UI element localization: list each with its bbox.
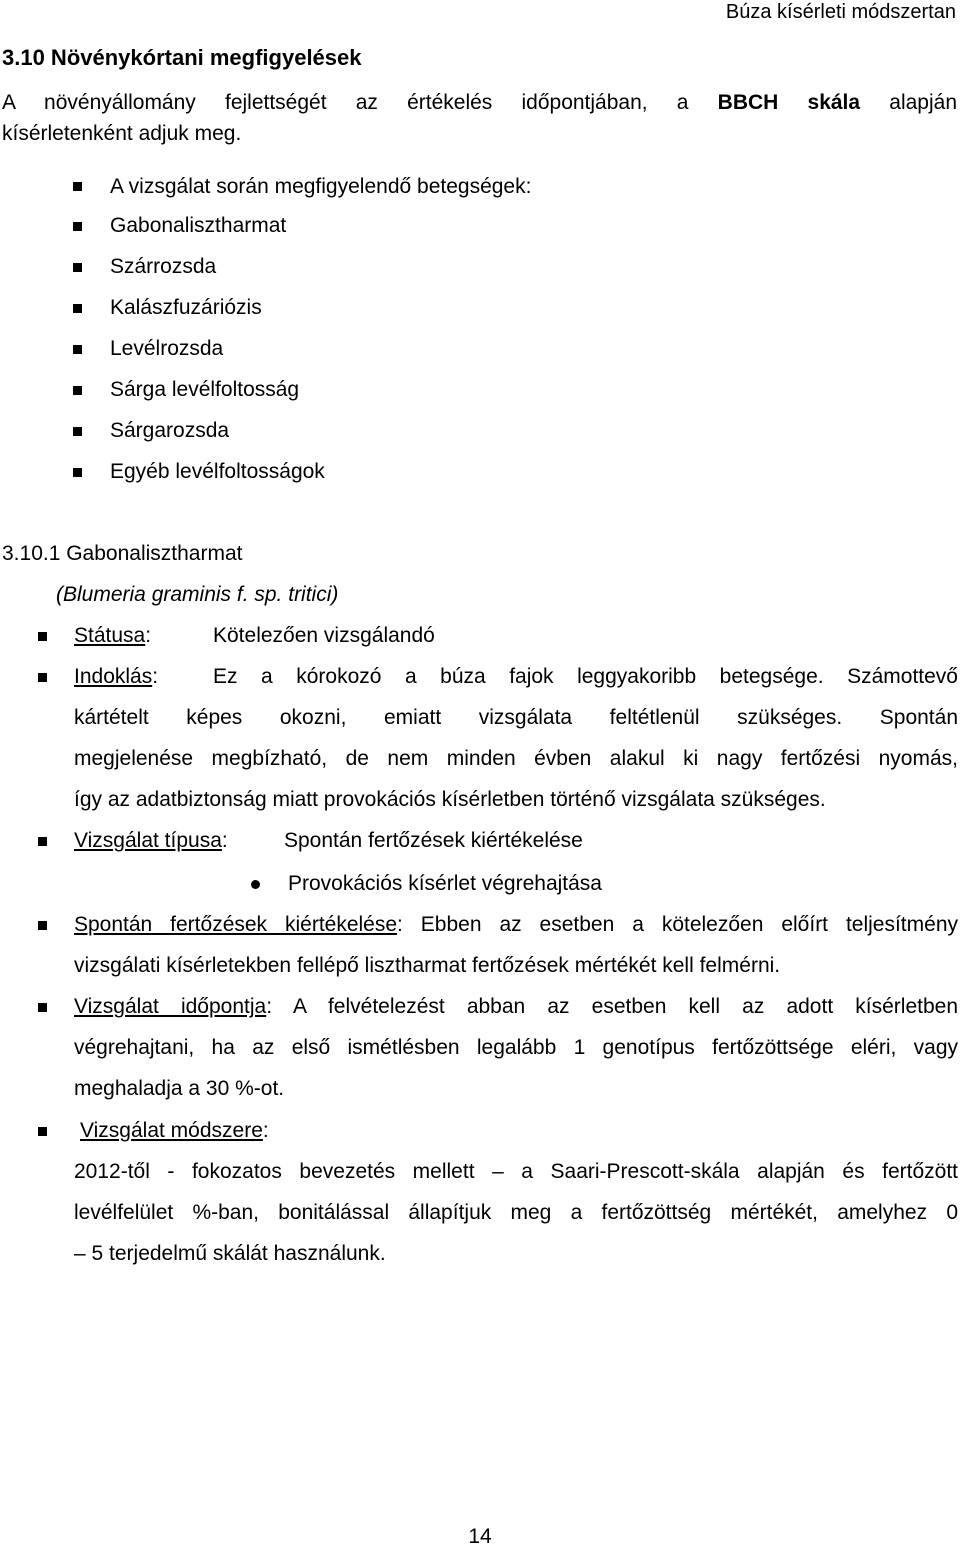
reason-paragraph [74, 697, 958, 820]
intro-line-1 [2, 87, 957, 118]
page-number: 14 [468, 1525, 492, 1548]
round-bullet-icon [251, 880, 260, 889]
square-bullet-icon [73, 386, 82, 395]
test-type-colon: : [221, 829, 228, 852]
reason-line: megjelenése megbízható, de nem minden évben alakul ki nagy fertőzési nyomás, [74, 747, 958, 770]
square-bullet-icon [73, 222, 82, 231]
intro-text: A növényállomány fejlettségét az értékelés időpontjában, a [2, 91, 718, 114]
intro-text-end: alapján [860, 91, 957, 114]
test-type-option: Spontán fertőzések kiértékelése [284, 829, 583, 852]
square-bullet-icon [73, 304, 82, 313]
square-bullet-icon [73, 263, 82, 272]
list-item: Sárgarozsda [110, 419, 230, 442]
list-item: Egyéb levélfoltosságok [110, 460, 325, 483]
square-bullet-icon [38, 1127, 47, 1136]
spontaneous-text: : Ebben az esetben a kötelezően előírt teljesítmény [397, 913, 958, 936]
intro-line-2: kísérletenként adjuk meg. [2, 122, 242, 145]
test-type-label-text: Vizsgálat típusa [74, 829, 222, 852]
test-type-label [74, 828, 228, 854]
status-colon: : [145, 624, 152, 647]
square-bullet-icon [38, 632, 47, 641]
reason-label [74, 664, 158, 690]
square-bullet-icon [73, 468, 82, 477]
timing-label: Vizsgálat időpontja [74, 995, 267, 1018]
square-bullet-icon [38, 921, 47, 930]
status-label-text: Státusa [74, 624, 146, 647]
spontaneous-label: Spontán fertőzések kiértékelése [74, 913, 398, 936]
subsection-title: 3.10.1 Gabonalisztharmat [2, 542, 243, 565]
disease-list-heading: A vizsgálat során megfigyelendő betegségek: [110, 175, 532, 198]
list-item: Kalászfuzáriózis [110, 296, 262, 319]
method-label-text: Vizsgálat módszere [80, 1119, 263, 1142]
method-label [80, 1118, 269, 1144]
list-item: Gabonalisztharmat [110, 214, 287, 237]
latin-name: (Blumeria graminis f. sp. tritici) [56, 583, 339, 606]
status-label [74, 623, 151, 649]
method-line: – 5 terjedelmű skálát használunk. [74, 1242, 386, 1265]
method-line: levélfelület %-ban, bonitálással állapítjuk meg a fertőzöttség mértékét, amelyhez 0 [74, 1201, 958, 1224]
method-paragraph [74, 1151, 958, 1274]
timing-line-1 [74, 994, 958, 1020]
spontaneous-line-2: vizsgálati kísérletekben fellépő lisztharmat fertőzések mértékét kell felmérni. [74, 954, 781, 977]
timing-line-2: végrehajtani, ha az első ismétlésben legalább 1 genotípus fertőzöttsége eléri, vagy [74, 1036, 958, 1059]
timing-text: : A felvételezést abban az esetben kell az adott kísérletben [266, 995, 958, 1018]
square-bullet-icon [73, 427, 82, 436]
reason-line: így az adatbiztonság miatt provokációs kísérletben történő vizsgálata szükséges. [74, 788, 826, 811]
reason-colon: : [152, 665, 159, 688]
list-item: Szárrozsda [110, 255, 217, 278]
square-bullet-icon [38, 1003, 47, 1012]
spontaneous-line-1 [74, 912, 958, 938]
intro-paragraph [2, 87, 957, 149]
method-colon: : [262, 1119, 269, 1142]
running-header: Búza kísérleti módszertan [725, 1, 956, 23]
status-value: Kötelezően vizsgálandó [213, 624, 435, 647]
section-title: 3.10 Növénykórtani megfigyelések [2, 45, 362, 70]
timing-line-3: meghaladja a 30 %-ot. [74, 1077, 285, 1100]
reason-line-1: Ez a kórokozó a búza fajok leggyakoribb betegsége. Számottevő [213, 665, 958, 688]
list-item: Levélrozsda [110, 337, 224, 360]
square-bullet-icon [73, 182, 82, 191]
square-bullet-icon [38, 837, 47, 846]
reason-label-text: Indoklás [74, 665, 153, 688]
bbch-scale-term: BBCH skála [717, 91, 861, 114]
reason-line: kártételt képes okozni, emiatt vizsgálata feltétlenül szükséges. Spontán [74, 706, 958, 729]
method-line: 2012-től - fokozatos bevezetés mellett – a Saari-Prescott-skála alapján és fertőzött [74, 1160, 958, 1183]
square-bullet-icon [73, 345, 82, 354]
square-bullet-icon [38, 673, 47, 682]
list-item: Sárga levélfoltosság [110, 378, 300, 401]
test-type-option: Provokációs kísérlet végrehajtása [288, 872, 602, 895]
